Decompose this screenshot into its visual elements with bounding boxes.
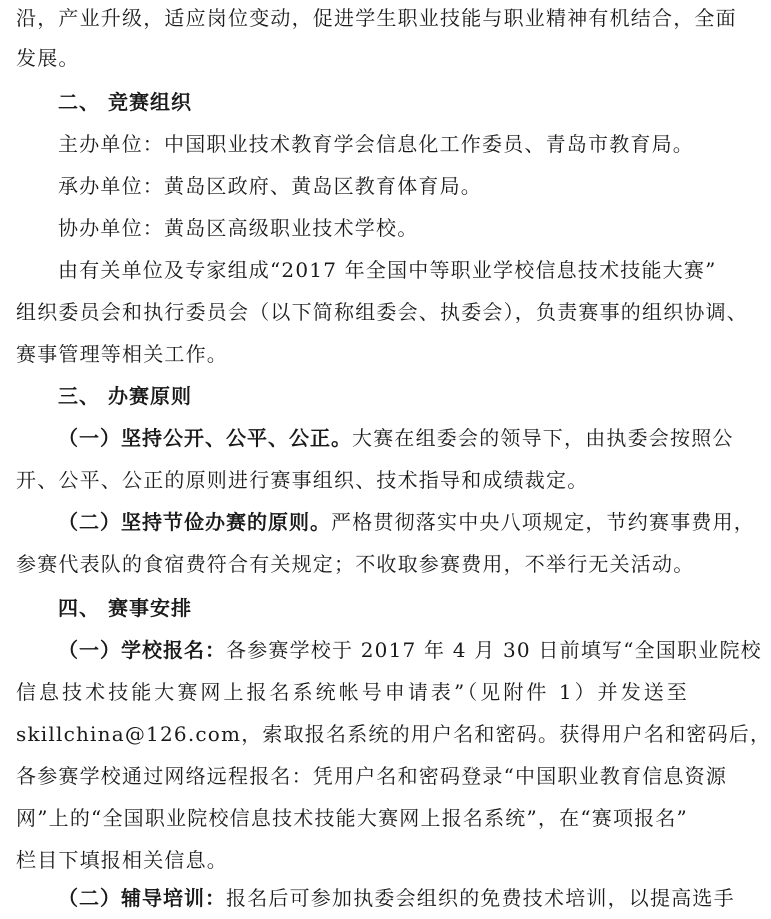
- committee-paragraph-line-2: 组织委员会和执行委员会（以下简称组委会、执委会），负责赛事的组织协调、: [16, 300, 748, 324]
- registration-text: 各参赛学校于 2017 年 4 月 30 日前填写“全国职业院校: [226, 638, 762, 662]
- principle-2-line-2: 参赛代表队的食宿费符合有关规定；不收取参赛费用，不举行无关活动。: [16, 552, 695, 576]
- committee-paragraph-line-1: 由有关单位及专家组成“2017 年全国中等职业学校信息技术技能大赛”: [58, 258, 717, 282]
- principle-1-line-1: [58, 424, 734, 452]
- principle-1-title: （一）坚持公开、公平、公正。: [58, 426, 352, 450]
- training-line-1: [58, 884, 735, 912]
- host-unit: 主办单位：中国职业技术教育学会信息化工作委员、青岛市教育局。: [58, 132, 694, 156]
- principle-1-line-2: 开、公平、公正的原则进行赛事组织、技术指导和成绩裁定。: [16, 468, 589, 492]
- committee-paragraph-line-3: 赛事管理等相关工作。: [16, 342, 228, 366]
- registration-line-1: [58, 636, 762, 664]
- principle-2-title: （二）坚持节俭办赛的原则。: [58, 510, 331, 534]
- principle-2-text: 严格贯彻落实中央八项规定，节约赛事费用，: [331, 510, 755, 534]
- registration-line-2: 信息技术技能大赛网上报名系统帐号申请表”（见附件 1）并发送至: [16, 680, 688, 704]
- section-heading-organization: 二、 竞赛组织: [58, 90, 192, 114]
- co-organizer-unit: 协办单位：黄岛区高级职业技术学校。: [58, 216, 419, 240]
- registration-line-4: 各参赛学校通过网络远程报名：凭用户名和密码登录“中国职业教育信息资源: [16, 764, 728, 788]
- registration-line-5: 网”上的“全国职业院校信息技术技能大赛网上报名系统”，在“赛项报名”: [16, 806, 688, 830]
- section-heading-arrangement: 四、 赛事安排: [58, 596, 192, 620]
- training-text: 报名后可参加执委会组织的免费技术培训，以提高选手: [226, 886, 735, 910]
- training-title: （二）辅导培训：: [58, 886, 226, 910]
- intro-line-2: 发展。: [16, 46, 80, 70]
- registration-title: （一）学校报名：: [58, 638, 226, 662]
- organizer-unit: 承办单位：黄岛区政府、黄岛区教育体育局。: [58, 174, 482, 198]
- registration-line-3: skillchina@126.com，索取报名系统的用户名和密码。获得用户名和密码后，: [16, 722, 771, 746]
- registration-line-6: 栏目下填报相关信息。: [16, 848, 228, 872]
- principle-2-line-1: [58, 508, 755, 536]
- intro-line-1: 沿，产业升级，适应岗位变动，促进学生职业技能与职业精神有机结合，全面: [16, 6, 737, 30]
- principle-1-text: 大赛在组委会的领导下，由执委会按照公: [352, 426, 734, 450]
- section-heading-principles: 三、 办赛原则: [58, 384, 192, 408]
